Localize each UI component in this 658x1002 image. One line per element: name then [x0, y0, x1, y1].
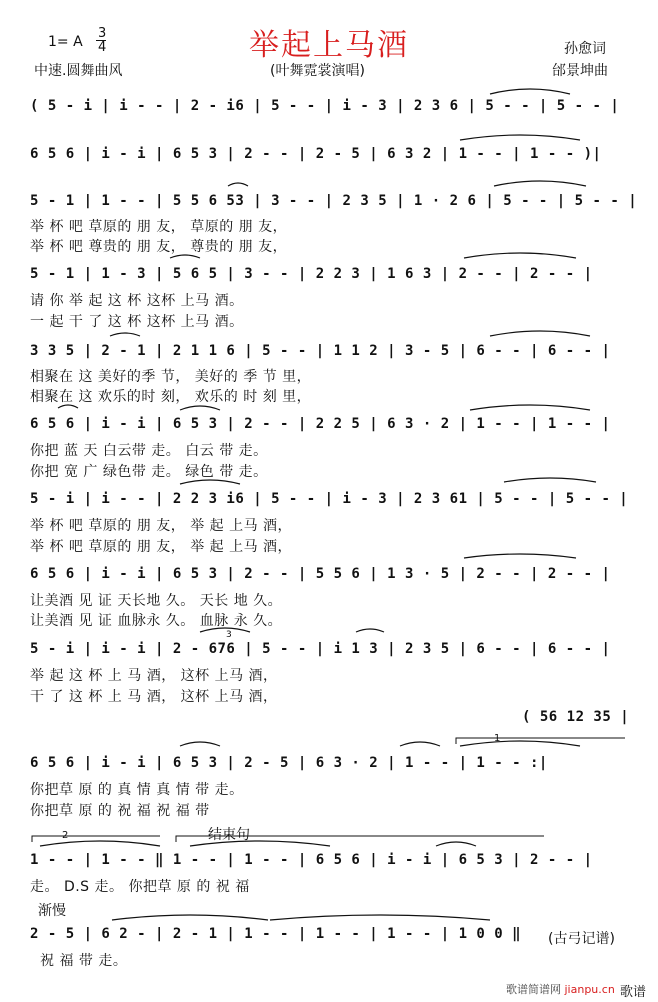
volta-2-number: 2 [62, 830, 69, 841]
slur [228, 183, 248, 186]
score-row-4: 5 - 1 | 1 - 3 | 5 6 5 | 3 - - | 2 2 3 | 1 6 3 | 2 - - | 2 - - | [30, 266, 593, 282]
slur [270, 915, 490, 920]
slur [490, 331, 590, 336]
score-row-5: 3 3 5 | 2 - 1 | 2 1 1 6 | 5 - - | 1 1 2 | 3 - 5 | 6 - - | 6 - - | [30, 343, 611, 359]
slur [504, 478, 596, 482]
ritardando-label: 渐慢 [38, 903, 66, 919]
scribe-credit: (古弓记谱) [548, 931, 615, 947]
score-row-11: 1 - - | 1 - - ‖ 1 - - | 1 - - | 6 5 6 | i - i | 6 5 3 | 2 - - | [30, 852, 593, 868]
score-row-3: 5 - 1 | 1 - - | 5 5 6 53 | 3 - - | 2 3 5 | 1 · 2 6 | 5 - - | 5 - - | [30, 193, 638, 209]
lyric-row-3b: 举 杯 吧 尊贵的 朋 友， 尊贵的 朋 友， [30, 239, 288, 255]
slur [356, 629, 384, 632]
lyric-row-4b: 一 起 干 了 这 杯 这杯 上马 酒。 [30, 314, 244, 330]
tempo-marking: 中速.圆舞曲风 [34, 63, 123, 79]
score-row-12: 2 - 5 | 6 2 - | 2 - 1 | 1 - - | 1 - - | 1 - - | 1 0 0 ‖ [30, 926, 522, 942]
slur [436, 842, 476, 846]
slur [190, 841, 330, 846]
volta-1-number: 1 [494, 733, 501, 744]
song-title: 举起上马酒 [249, 28, 409, 63]
composer: 邰景坤曲 [552, 63, 608, 79]
score-row-8: 6 5 6 | i - i | 6 5 3 | 2 - - | 5 5 6 | 1 3 · 5 | 2 - - | 2 - - | [30, 566, 611, 582]
lyric-row-3a: 举 杯 吧 草原的 朋 友， 草原的 朋 友， [30, 219, 288, 235]
lyric-row-5a: 相聚在 这 美好的季 节， 美好的 季 节 里， [30, 369, 312, 385]
score-row-1: ( 5 - i | i - - | 2 - i6 | 5 - - | i - 3 | 2 3 6 | 5 - - | 5 - - | [30, 98, 620, 114]
ending-label: 结束句 [208, 827, 250, 843]
performer: (叶舞霓裳演唱) [270, 63, 365, 79]
score-row-6: 6 5 6 | i - i | 6 5 3 | 2 - - | 2 2 5 | 6 3 · 2 | 1 - - | 1 - - | [30, 416, 611, 432]
lyric-row-7a: 举 杯 吧 草原的 朋 友， 举 起 上马 酒， [30, 518, 293, 534]
slur [110, 333, 140, 336]
slur [490, 89, 570, 94]
slur [460, 741, 580, 746]
slur [58, 405, 78, 408]
score-row-interlude: ( 56 12 35 | [522, 709, 630, 725]
watermark-site: 歌谱简谱网 jianpu.cn [506, 983, 615, 996]
score-row-9: 5 - i | i - i | 2 - 676 | 5 - - | i 1 3 | 2 3 5 | 6 - - | 6 - - | [30, 641, 611, 657]
lyric-row-7b: 举 杯 吧 草原的 朋 友， 举 起 上马 酒， [30, 539, 293, 555]
triplet-number: 3 [226, 630, 232, 640]
time-signature-top: 3 [98, 26, 107, 41]
time-signature-bottom: 4 [98, 40, 107, 55]
slur [180, 742, 220, 746]
lyricist: 孙愈词 [564, 41, 606, 57]
ending-bracket [176, 836, 544, 842]
lyric-row-6b: 你把 宽 广 绿色带 走。 绿色 带 走。 [30, 464, 268, 480]
score-row-10: 6 5 6 | i - i | 6 5 3 | 2 - 5 | 6 3 · 2 | 1 - - | 1 - - :| [30, 755, 548, 771]
score-row-7: 5 - i | i - - | 2 2 3 i6 | 5 - - | i - 3 | 2 3 61 | 5 - - | 5 - - | [30, 491, 629, 507]
slur [200, 628, 250, 632]
slur [494, 181, 586, 186]
lyric-row-10b: 你把草 原 的 祝 福 祝 福 带 [30, 803, 210, 819]
lyric-row-8a: 让美酒 见 证 天长地 久。 天长 地 久。 [30, 593, 283, 609]
key-signature: 1= A [48, 34, 83, 50]
lyric-row-9a: 举 起 这 杯 上 马 酒， 这杯 上马 酒， [30, 668, 278, 684]
slur [400, 742, 440, 746]
lyric-row-11: 走。 D.S 走。 你把草 原 的 祝 福 [30, 879, 250, 895]
lyric-row-8b: 让美酒 见 证 血脉永 久。 血脉 永 久。 [30, 613, 283, 629]
slur [460, 135, 580, 140]
slur [112, 915, 268, 920]
slur [470, 405, 590, 410]
slur [180, 480, 240, 484]
lyric-row-5b: 相聚在 这 欢乐的时 刻， 欢乐的 时 刻 里， [30, 389, 312, 405]
lyric-row-6a: 你把 蓝 天 白云带 走。 白云 带 走。 [30, 443, 268, 459]
slur [464, 253, 576, 258]
slur [40, 841, 160, 846]
watermark-seal: 歌谱 [620, 985, 647, 1000]
slur [170, 255, 200, 258]
score-row-2: 6 5 6 | i - i | 6 5 3 | 2 - - | 2 - 5 | 6 3 2 | 1 - - | 1 - - )| [30, 146, 602, 162]
lyric-row-4a: 请 你 举 起 这 杯 这杯 上马 酒。 [30, 293, 244, 309]
slur [464, 554, 576, 558]
slur [180, 406, 220, 410]
lyric-row-12: 祝 福 带 走。 [40, 953, 128, 969]
lyric-row-10a: 你把草 原 的 真 情 真 情 带 走。 [30, 782, 244, 798]
lyric-row-9b: 干 了 这 杯 上 马 酒， 这杯 上马 酒， [30, 689, 278, 705]
